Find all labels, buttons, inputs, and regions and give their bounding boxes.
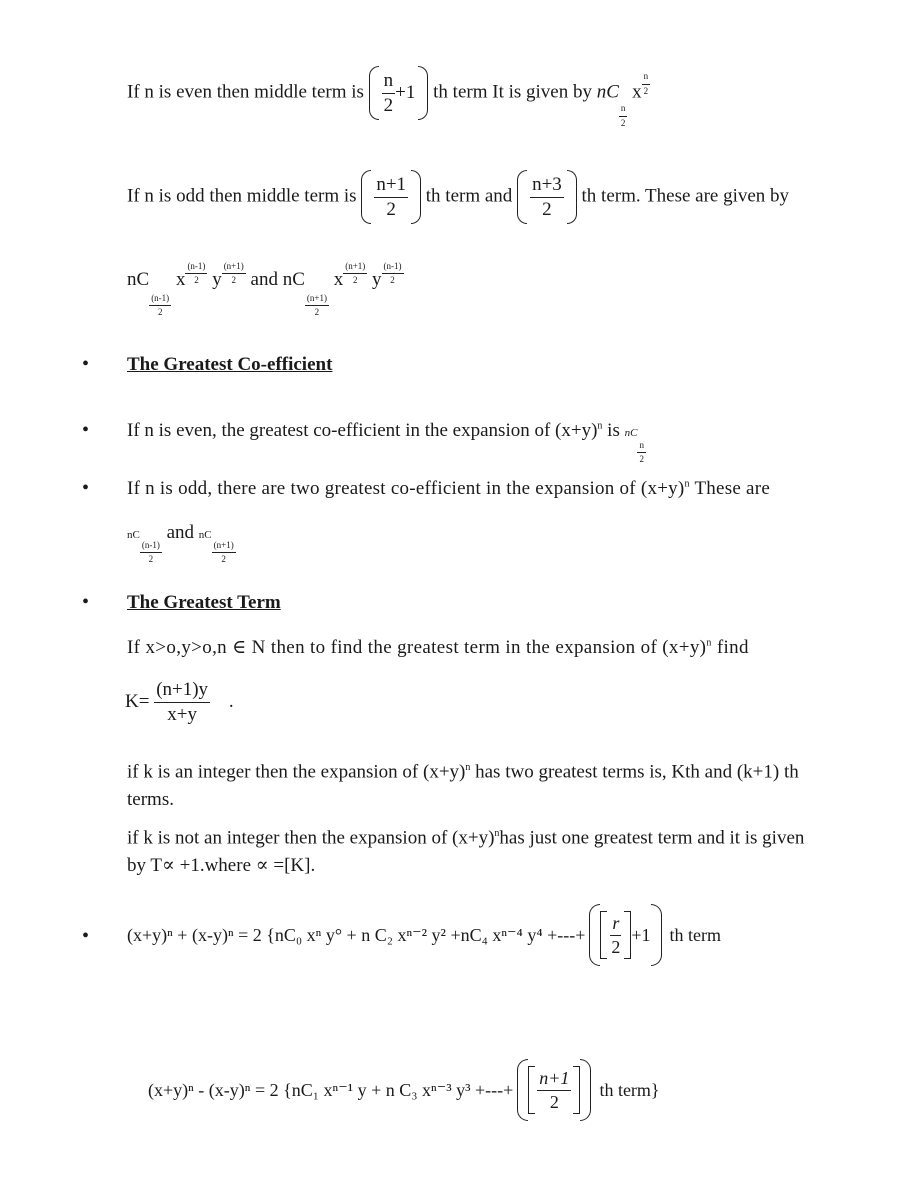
- bullet: •: [82, 419, 90, 441]
- paren-fraction: $\frac{n}{2}$ +1: [369, 66, 429, 120]
- bullet: •: [82, 591, 90, 613]
- even-middle-term-line: If n is even then middle term is $\frac{n}{2}$ +1 th term It is given by nC $\frac{n}{2}$ x $\frac{n}{2}$: [127, 66, 650, 128]
- even-coefficient-line: If n is even, the greatest co-efficient in the expansion of $(x+y)^n$ is nC $\frac{n}{2}$: [127, 420, 644, 465]
- non-integer-k-paragraph: if k is not an integer then the expansion of $(x+y)^nhas$ just one greatest term and it is given by T∝ +1.where ∝ =[K].: [127, 827, 805, 877]
- paren-fraction: $\frac{n+1}{2}$: [361, 170, 421, 224]
- middle-terms-formula: nC $\frac{(n-1)}{2}$ x $\frac{(n-1)}{2}$ y $\frac{(n+1)}{2}$ and nC $\frac{(n+1)}{2}$ x $\frac{(n+1)}{2}$ y $\frac{(n-1)}{2}$: [127, 261, 402, 318]
- greatest-coefficient-heading: The Greatest Co-efficient: [127, 354, 333, 375]
- bullet: •: [82, 925, 90, 947]
- odd-coefficient-line: If n is odd, there are two greatest co-efficient in the expansion of $(x+y)^n$ These are: [127, 478, 770, 499]
- bullet: •: [82, 353, 90, 375]
- difference-expansion-formula: (x+y)ⁿ - (x-y)ⁿ = 2 {nC₁ xⁿ⁻¹ y + n C₃ xⁿ⁻³ y³ +---+ $\frac{n+1}{2}$ th term}: [148, 1060, 660, 1120]
- bullet: •: [82, 477, 90, 499]
- odd-middle-term-line: If n is odd then middle term is $\frac{n+1}{2}$ th term and $\frac{n+3}{2}$ th term. These are given by: [127, 170, 789, 224]
- k-formula: K= $\frac{(n+1)y}{x+y}$ .: [125, 679, 234, 725]
- paren-fraction: $\frac{n+3}{2}$: [517, 170, 577, 224]
- even-middle-term-text: If n is even then middle term is: [127, 81, 364, 103]
- sum-expansion-formula: (x+y)ⁿ + (x-y)ⁿ = 2 {nC₀ xⁿ y° + n C₂ xⁿ⁻² y² +nC₄ xⁿ⁻⁴ y⁴ +---+ $\frac{r}{2}$ +1 th term: [127, 905, 721, 965]
- given-by-text: th term It is given by: [433, 81, 592, 103]
- odd-coefficient-values: nC $\frac{(n-1)}{2}$ and nC $\frac{(n+1)}{2}$: [127, 522, 234, 565]
- greatest-term-intro: If x>o,y>o,n ∈ N then to find the greatest term in the expansion of $(x+y)^n$ find: [127, 637, 749, 658]
- greatest-term-heading: The Greatest Term: [127, 592, 281, 613]
- integer-k-paragraph: if k is an integer then the expansion of $(x+y)^n$ has two greatest terms is, Kth and (k+1) th terms.: [127, 761, 799, 811]
